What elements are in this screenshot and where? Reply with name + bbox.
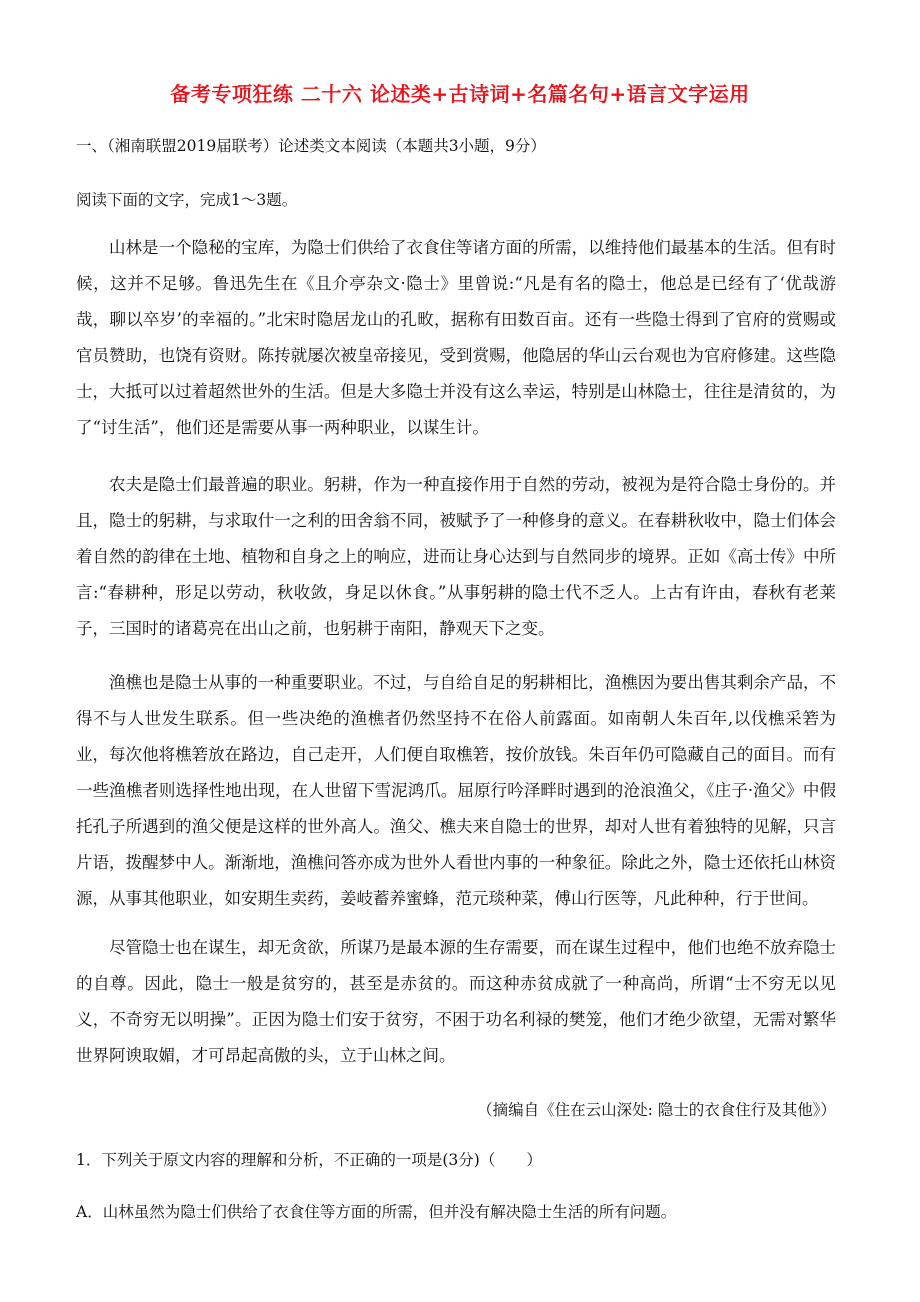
- passage-source: （摘编自《住在云山深处: 隐士的衣食住行及其他》）: [477, 1101, 836, 1119]
- passage-paragraph-3: 渔樵也是隐士从事的一种重要职业。不过，与自给自足的躬耕相比，渔樵因为要出售其剩余产品，不得不与人世发生联系。但一些决绝的渔樵者仍然坚持不在俗人前露面。如南朝人朱百年,以伐樵采箬为业，每次他将樵箬放在路边，自己走开，人们便自取樵箬，按价放钱。朱百年仍可隐藏自己的面目。而有一些渔樵者则选择性地出现，在人世留下雪泥鸿爪。屈原行吟泽畔时遇到的沧浪渔父，《庄子·渔父》中假托孔子所遇到的渔父便是这样的世外高人。渔父、樵夫来自隐士的世界，却对人世有着独特的见解，只言片语，拨醒梦中人。渐渐地，渔樵问答亦成为世外人看世内事的一种象征。除此之外，隐士还依托山林资源，从事其他职业，如安期生卖药，姜岐蓄养蜜蜂，范元琰种菜，傅山行医等，凡此种种，行于世间。: [76, 673, 836, 908]
- section-heading: 一、（湘南联盟2019届联考）论述类文本阅读（本题共3小题，9分）: [76, 137, 546, 155]
- passage-paragraph-1: 山林是一个隐秘的宝库，为隐士们供给了衣食住等诸方面的所需，以维持他们最基本的生活。但有时候，这并不足够。鲁迅先生在《且介亭杂文·隐士》里曾说:“凡是有名的隐士，他总是已经有了‘优哉游哉，聊以卒岁’的幸福的。”北宋时隐居龙山的孔畋，据称有田数百亩。还有一些隐士得到了官府的赏赐或官员赞助，也饶有资财。陈抟就屡次被皇帝接见，受到赏赐，他隐居的华山云台观也为官府修建。这些隐士，大抵可以过着超然世外的生活。但是大多隐士并没有这么幸运，特别是山林隐士，往往是清贫的，为了“讨生活”，他们还是需要从事一两种职业，以谋生计。: [76, 238, 836, 437]
- reading-instruction: 阅读下面的文字，完成1～3题。: [76, 191, 298, 209]
- passage-paragraph-2: 农夫是隐士们最普遍的职业。躬耕，作为一种直接作用于自然的劳动，被视为是符合隐士身份的。并且，隐士的躬耕，与求取什一之利的田舍翁不同，被赋予了一种修身的意义。在春耕秋收中，隐士们体会着自然的韵律在土地、植物和自身之上的响应，进而让身心达到与自然同步的境界。正如《高士传》中所言:“春耕种，形足以劳动，秋收敛，身足以休食。”从事躬耕的隐士代不乏人。上古有许由，春秋有老莱子，三国时的诸葛亮在出山之前，也躬耕于南阳，静观天下之变。: [76, 475, 836, 638]
- question-1-stem: 1．下列关于原文内容的理解和分析，不正确的一项是(3分)（ ）: [76, 1151, 542, 1169]
- passage-paragraph-4: 尽管隐士也在谋生，却无贪欲，所谋乃是最本源的生存需要，而在谋生过程中，他们也绝不放弃隐士的自尊。因此，隐士一般是贫穷的，甚至是赤贫的。而这种赤贫成就了一种高尚，所谓“士不穷无以见义，不奇穷无以明操”。正因为隐士们安于贫穷，不困于功名利禄的樊笼，他们才绝少欲望，无需对繁华世界阿谀取媚，才可昂起高傲的头，立于山林之间。: [76, 938, 836, 1065]
- page-title: 备考专项狂练 二十六 论述类+古诗词+名篇名句+语言文字运用: [170, 82, 750, 106]
- question-1-option-a: A．山林虽然为隐士们供给了衣食住等方面的所需，但并没有解决隐士生活的所有问题。: [76, 1203, 677, 1221]
